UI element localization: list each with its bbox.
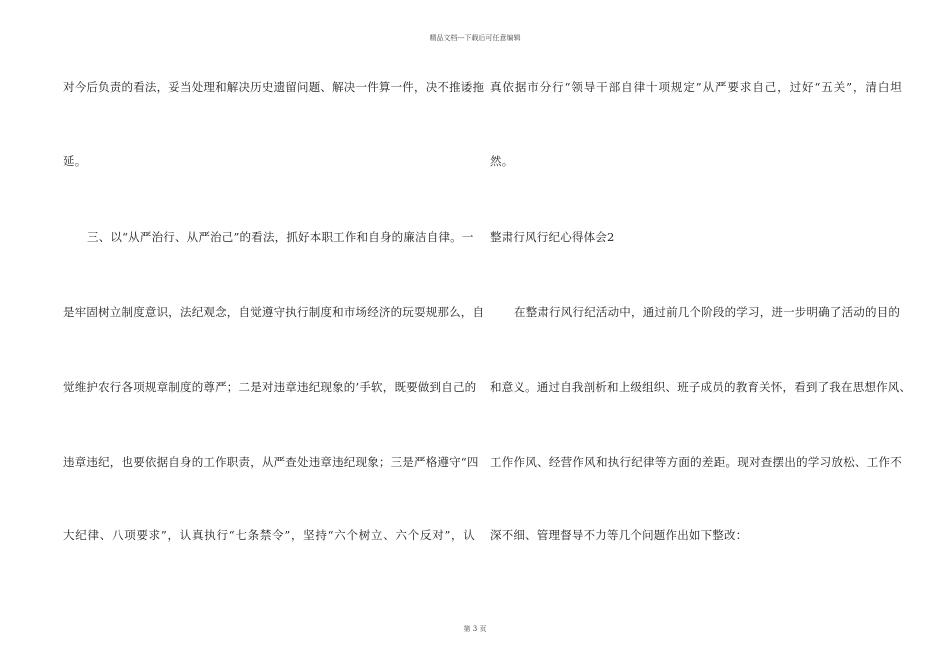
page-number: 第 3 页	[463, 625, 487, 633]
paragraph-line: 对今后负责的看法，妥当处理和解决历史遗留问题、解决一件算一件，决不推诿拖	[63, 80, 485, 94]
paragraph-line: 觉维护农行各项规章制度的尊严；二是对违章违纪现象的’手软，既要做到自己的	[63, 380, 477, 394]
paragraph-line: 然。	[490, 154, 514, 168]
paragraph-line: 深不细、管理督导不力等几个问题作出如下整改：	[490, 528, 748, 542]
paragraph-line: 工作作风、经营作风和执行纪律等方面的差距。现对查摆出的学习放松、工作不	[490, 455, 902, 469]
page-header: 精品文档---下载后可任意编辑	[429, 34, 521, 42]
paragraph-line: 违章违纪，也要依据自身的工作职责，从严查处违章违纪现象；三是严格遵守“四	[63, 455, 479, 469]
paragraph-line: 和意义。通过自我剖析和上级组织、班子成员的教育关怀，看到了我在思想作风、	[490, 380, 912, 394]
paragraph-line: 大纪律、八项要求”，认真执行“七条禁令”，坚持“六个树立、六个反对”，认	[63, 528, 475, 542]
paragraph-line: 是牢固树立制度意识，法纪观念，自觉遵守执行制度和市场经济的玩耍规那么，自	[63, 305, 485, 319]
paragraph-line: 延。	[63, 154, 87, 168]
paragraph-line: 三、以“从严治行、从严治己”的看法，抓好本职工作和自身的廉洁自律。一	[87, 230, 474, 244]
paragraph-line: 真依据市分行“领导干部自律十项规定”从严要求自己，过好“五关”，清白坦	[490, 80, 902, 94]
section-heading: 整肃行风行纪心得体会2	[490, 230, 615, 244]
paragraph-line: 在整肃行风行纪活动中，通过前几个阶段的学习，进一步明确了活动的目的	[514, 305, 901, 319]
